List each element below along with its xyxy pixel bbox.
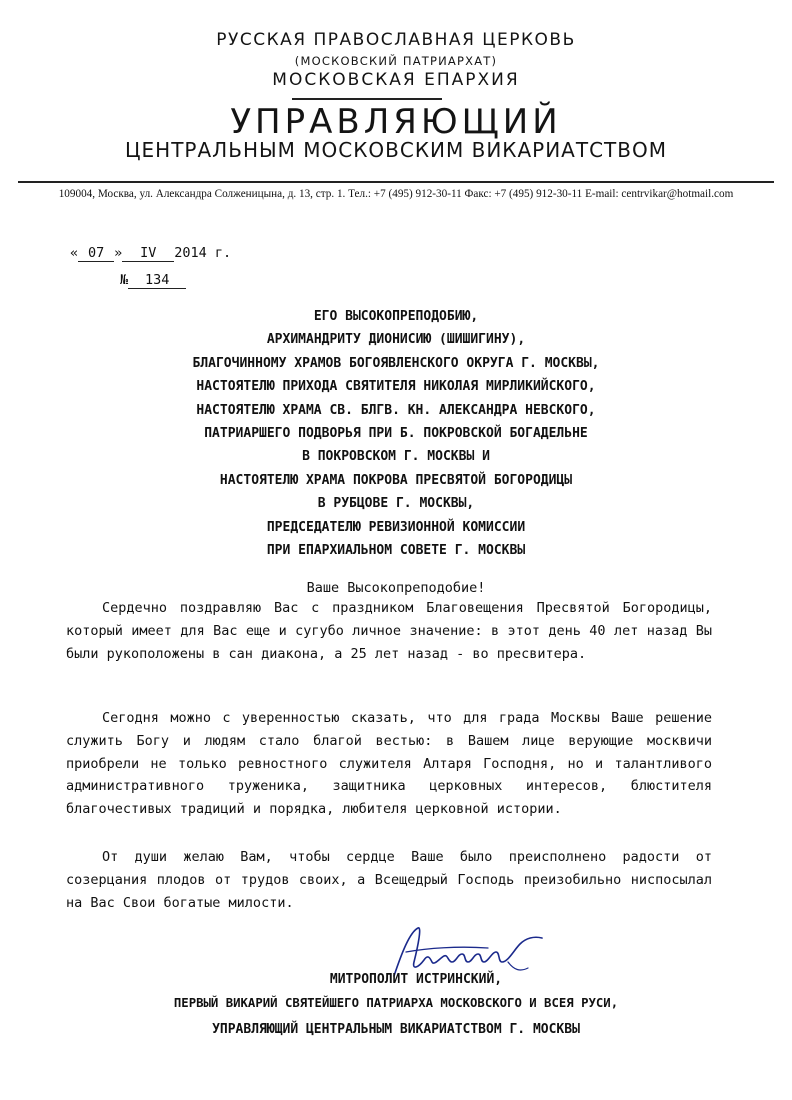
addressee-line: ПАТРИАРШЕГО ПОДВОРЬЯ ПРИ Б. ПОКРОВСКОЙ БОГАДЕЛЬНЕ (204, 425, 588, 441)
addressee-line: НАСТОЯТЕЛЮ ХРАМА ПОКРОВА ПРЕСВЯТОЙ БОГОРОДИЦЫ (219, 472, 573, 488)
date-close-quote: » (114, 245, 123, 261)
date-month: IV (122, 245, 174, 262)
letterhead-subtitle: ЦЕНТРАЛЬНЫМ МОСКОВСКИМ ВИКАРИАТСТВОМ (125, 138, 667, 162)
contact-address: 109004, Москва, ул. Александра Солженицына, д. 13, стр. 1. Тел.: +7 (495) 912-30-11 Факс: +7 (495) 912-30-11 E-mail: centrvikar@hotmail.com (58, 188, 734, 200)
signatory-position: ПЕРВЫЙ ВИКАРИЙ СВЯТЕЙШЕГО ПАТРИАРХА МОСКОВСКОГО И ВСЕЯ РУСИ, (173, 996, 619, 1010)
date-open-quote: « (70, 245, 79, 261)
addressee-line: В РУБЦОВЕ Г. МОСКВЫ, (317, 496, 475, 512)
header-divider-short (292, 98, 442, 100)
church-name: РУССКАЯ ПРАВОСЛАВНАЯ ЦЕРКОВЬ (216, 30, 576, 50)
addressee-line: ПРИ ЕПАРХИАЛЬНОМ СОВЕТЕ Г. МОСКВЫ (266, 542, 526, 558)
patriarchate-name: (МОСКОВСКИЙ ПАТРИАРХАТ) (294, 54, 498, 68)
addressee-block (0, 305, 792, 562)
addressee-line: НАСТОЯТЕЛЮ ХРАМА СВ. БЛГВ. КН. АЛЕКСАНДРА НЕВСКОГО, (196, 402, 596, 418)
letter-number (120, 272, 186, 289)
eparchy-name: МОСКОВСКАЯ ЕПАРХИЯ (272, 70, 520, 90)
header-divider (18, 181, 774, 183)
addressee-line: БЛАГОЧИННОМУ ХРАМОВ БОГОЯВЛЕНСКОГО ОКРУГА Г. МОСКВЫ, (192, 355, 600, 371)
addressee-line: ЕГО ВЫСОКОПРЕПОДОБИЮ, (313, 309, 479, 324)
letterhead-title: УПРАВЛЯЮЩИЙ (230, 102, 562, 142)
signatory-title: МИТРОПОЛИТ ИСТРИНСКИЙ, (329, 972, 503, 987)
date-year: 2014 г. (174, 245, 232, 261)
salutation: Ваше Высокопреподобие! (306, 580, 486, 596)
date-day: 07 (78, 245, 114, 262)
addressee-line: ПРЕДСЕДАТЕЛЮ РЕВИЗИОННОЙ КОМИССИИ (266, 519, 526, 535)
body-paragraph-1: Сердечно поздравляю Вас с праздником Благовещения Пресвятой Богородицы, который имеет для Вас еще и сугубо личное значение: в этот день 40 лет назад Вы были рукоположены в сан диакона, а 25 лет назад - во пресвитера. (66, 600, 712, 662)
signatory-office: УПРАВЛЯЮЩИЙ ЦЕНТРАЛЬНЫМ ВИКАРИАТСТВОМ Г. МОСКВЫ (212, 1022, 580, 1037)
letter-date (70, 245, 231, 262)
body-paragraph-2: Сегодня можно с уверенностью сказать, что для града Москвы Ваше решение служить Богу и людям стало благой вестью: в Вашем лице верующие москвичи приобрели не только ревностного служителя Алтаря Господня, но и талантливого административного труженика, защитника церковных интересов, блюстителя благочестивых традиций и порядка, любителя церковной истории. (66, 710, 712, 818)
addressee-line: НАСТОЯТЕЛЮ ПРИХОДА СВЯТИТЕЛЯ НИКОЛАЯ МИРЛИКИЙСКОГО, (196, 379, 596, 395)
number-sign: № (120, 272, 129, 288)
addressee-line: АРХИМАНДРИТУ ДИОНИСИЮ (ШИШИГИНУ), (266, 332, 526, 348)
number-value: 134 (128, 272, 186, 289)
body-paragraph-3: От души желаю Вам, чтобы сердце Ваше было преисполнено радости от созерцания плодов от трудов своих, а Всещедрый Господь преизобильно ниспосылал на Вас Свои богатые милости. (66, 849, 712, 911)
addressee-line: В ПОКРОВСКОМ Г. МОСКВЫ И (302, 449, 490, 465)
